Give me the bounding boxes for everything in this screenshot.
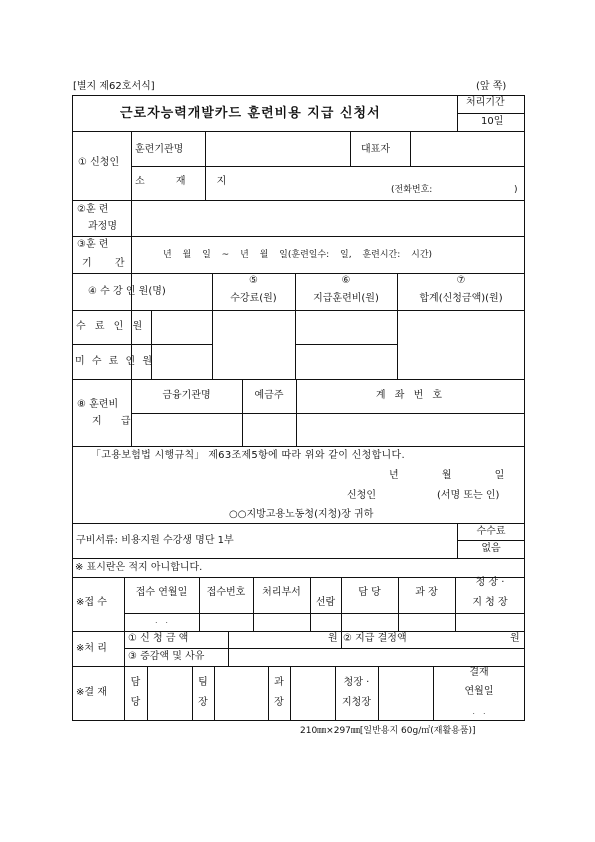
period-label-line2: 기 간 xyxy=(82,258,135,269)
processing-period-label: 처리기간 xyxy=(466,97,505,108)
office-use-note: ※ 표시란은 적지 아니합니다. xyxy=(75,562,203,573)
total-amount-header: 합계(신청금액)(원) xyxy=(419,293,503,304)
not-completed-trainees-label: 미 수 료 인 원 xyxy=(75,356,155,367)
page-side-label: (앞 쪽) xyxy=(476,81,507,92)
approval-date-line1: 결재 xyxy=(469,667,489,678)
approval-officer-line1: 담 xyxy=(130,677,141,688)
account-number-field[interactable] xyxy=(298,415,523,444)
representative-label: 대표자 xyxy=(361,144,390,155)
approval-team-leader-line2: 장 xyxy=(198,697,208,708)
requested-amount-label: ① 신 청 금 액 xyxy=(128,633,189,644)
processing-dept-label: 처리부서 xyxy=(262,587,301,598)
required-documents: 구비서류: 비용지원 수강생 명단 1부 xyxy=(76,535,234,546)
fee-value: 없음 xyxy=(481,543,501,554)
address-field[interactable] xyxy=(207,168,522,182)
phone-label: (전화번호: xyxy=(391,185,433,195)
account-holder-field[interactable] xyxy=(244,415,294,444)
decided-amount-label: ② 지급 결정액 xyxy=(343,633,407,644)
col7-number: ⑦ xyxy=(456,275,466,286)
section-chief-label: 과 장 xyxy=(415,587,438,598)
applicant-label: ① 신청인 xyxy=(78,157,120,168)
form-number: [별지 제62호서식] xyxy=(73,81,155,92)
decided-amount-unit: 원 xyxy=(510,633,520,644)
trainees-header: ④ 수 강 인 원(명) xyxy=(88,286,166,297)
paid-cost-field-1[interactable] xyxy=(297,312,395,342)
institution-name-field[interactable] xyxy=(207,134,347,164)
approval-section-label: ※결 재 xyxy=(76,687,107,698)
total-amount-field[interactable] xyxy=(399,312,523,376)
approval-section-chief-line2: 장 xyxy=(274,697,284,708)
col6-number: ⑥ xyxy=(341,275,351,286)
course-label-line1: ②훈 련 xyxy=(77,204,109,215)
fee-label: 수수료 xyxy=(476,526,506,537)
review-label: 선람 xyxy=(315,597,336,608)
paper-spec-footer: 210㎜×297㎜[일반용지 60g/㎡(재활용품)] xyxy=(300,726,476,736)
paid-training-cost-header: 지급훈련비(원) xyxy=(313,293,379,304)
completed-trainees-label: 수 료 인 원 xyxy=(76,321,146,332)
approval-director-line1: 청장 · xyxy=(343,677,370,688)
course-label-line2: 과정명 xyxy=(88,221,117,232)
approval-section-chief-line1: 과 xyxy=(274,677,284,688)
director-label-line1: 청 장 · xyxy=(475,577,505,588)
approval-director-line2: 지청장 xyxy=(342,697,371,708)
processing-period-value: 10일 xyxy=(481,116,504,127)
application-date: 년 월 일 xyxy=(389,470,505,481)
bank-name-field[interactable] xyxy=(133,415,240,444)
applicant-sign-field[interactable] xyxy=(394,487,434,501)
receipt-section-label: ※접 수 xyxy=(76,597,107,608)
institution-name-label: 훈련기관명 xyxy=(135,144,184,155)
form-frame xyxy=(72,95,525,721)
bank-name-label: 금융기관명 xyxy=(162,390,211,401)
approval-date-dots: . . xyxy=(472,708,486,716)
account-number-label: 계 좌 번 호 xyxy=(375,390,446,401)
statement-text: 「고용보험법 시행규칙」 제63조제5항에 따라 위와 같이 신청합니다. xyxy=(91,450,405,461)
approval-team-leader-line1: 팀 xyxy=(198,677,208,688)
course-name-field[interactable] xyxy=(133,203,523,233)
address-label: 소 재 지 xyxy=(135,176,241,187)
period-label-line1: ③훈 련 xyxy=(77,239,109,250)
payment-label-line2: 지 급 xyxy=(92,416,139,427)
payment-label-line1: ⑧ 훈련비 xyxy=(77,399,119,410)
receipt-date-dots: . . xyxy=(155,617,168,625)
approval-officer-line2: 당 xyxy=(130,697,141,708)
completed-trainees-field[interactable] xyxy=(153,312,210,342)
tuition-header: 수강료(원) xyxy=(230,293,277,304)
adjustment-reason-label: ③ 증감액 및 사유 xyxy=(128,651,205,662)
representative-field[interactable] xyxy=(412,134,522,164)
receipt-date-label: 접수 연월일 xyxy=(135,587,188,598)
processing-section-label: ※처 리 xyxy=(76,643,107,654)
director-label-line2: 지 청 장 xyxy=(472,597,508,608)
tuition-field[interactable] xyxy=(214,312,293,376)
account-holder-label: 예금주 xyxy=(254,390,284,401)
recipient: ○○지방고용노동청(지청)장 귀하 xyxy=(229,509,374,520)
paid-cost-field-2[interactable] xyxy=(297,346,395,376)
phone-close: ) xyxy=(514,185,518,195)
training-period-text: 년 월 일 ~ 년 월 일(훈련일수: 일, 훈련시간: 시간) xyxy=(163,250,433,260)
requested-amount-unit: 원 xyxy=(328,633,338,644)
not-completed-trainees-field[interactable] xyxy=(153,346,210,376)
col5-number: ⑤ xyxy=(249,275,258,286)
receipt-number-label: 접수번호 xyxy=(206,587,246,598)
officer-label: 담 당 xyxy=(358,587,381,598)
sign-or-seal: (서명 또는 인) xyxy=(437,490,500,501)
form-title: 근로자능력개발카드 훈련비용 지급 신청서 xyxy=(120,106,381,121)
applicant-sign-label: 신청인 xyxy=(347,490,376,501)
approval-date-line2: 연월일 xyxy=(464,686,494,697)
